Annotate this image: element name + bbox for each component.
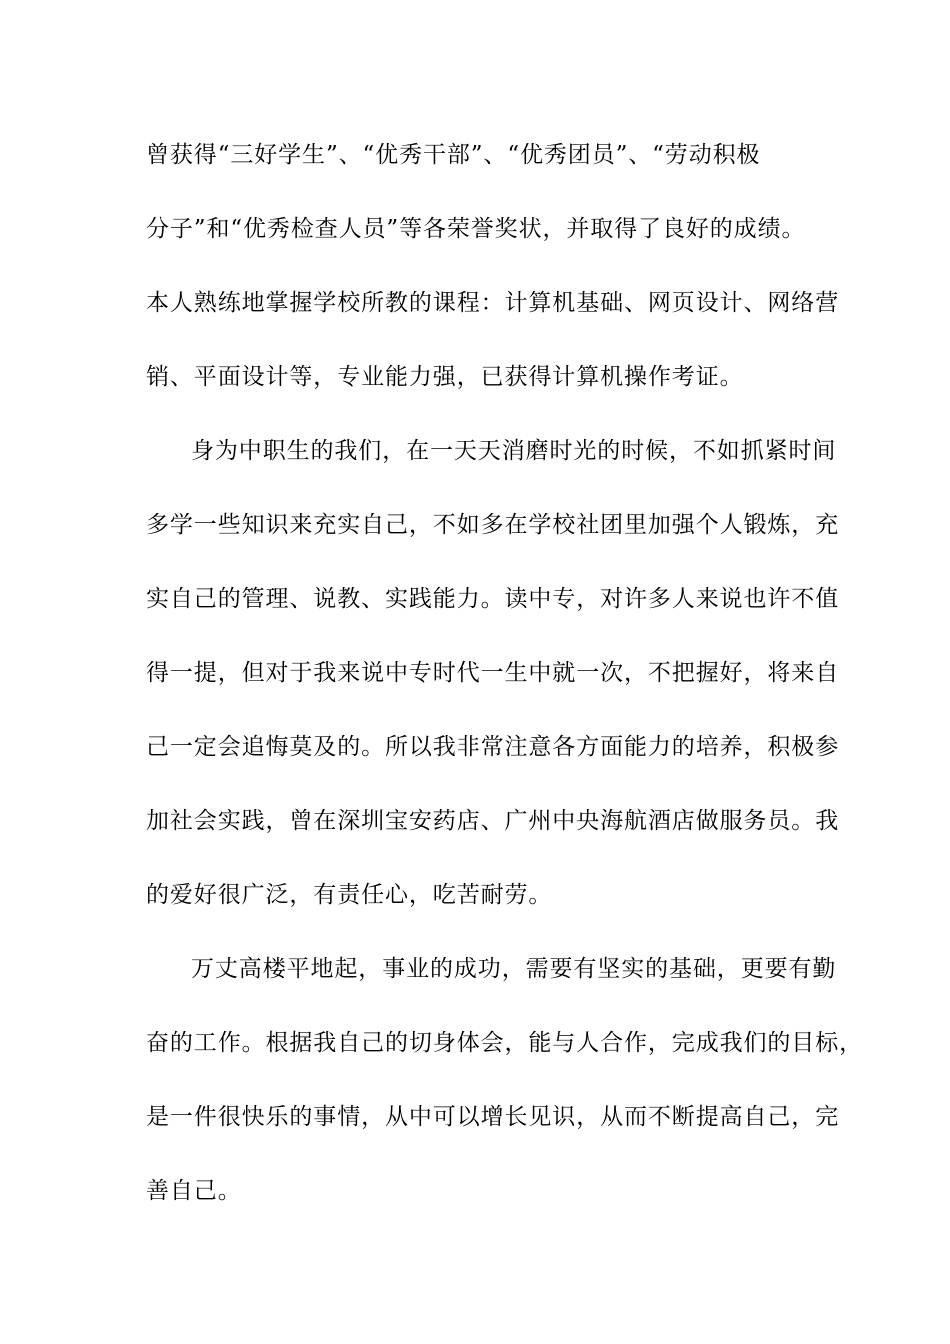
text-line: 的爱好很广泛，有责任心，吃苦耐劳。 xyxy=(146,882,553,908)
text-line: 得一提，但对于我来说中专时代一生中就一次，不把握好，将来自 xyxy=(146,660,840,686)
paragraph-first-line: 身为中职生的我们，在一天天消磨时光的时候，不如抓紧时间 xyxy=(191,438,837,464)
text-line: 奋的工作。根据我自己的切身体会，能与人合作，完成我们的目标， xyxy=(146,1030,863,1056)
text-line: 实自己的管理、说教、实践能力。读中专，对许多人来说也许不值 xyxy=(146,586,840,612)
text-line: 本人熟练地掌握学校所教的课程：计算机基础、网页设计、网络营 xyxy=(146,290,840,316)
text-line: 是一件很快乐的事情，从中可以增长见识，从而不断提高自己，完 xyxy=(146,1104,840,1130)
text-line: 善自己。 xyxy=(146,1178,242,1204)
text-line: 多学一些知识来充实自己，不如多在学校社团里加强个人锻炼，充 xyxy=(146,512,840,538)
text-line: 分子”和“优秀检查人员”等各荣誉奖状，并取得了良好的成绩。 xyxy=(146,216,806,242)
text-line: 己一定会追悔莫及的。所以我非常注意各方面能力的培养，积极参 xyxy=(146,734,840,760)
text-line: 曾获得“三好学生”、“优秀干部”、“优秀团员”、“劳动积极 xyxy=(146,142,761,168)
text-line: 销、平面设计等，专业能力强，已获得计算机操作考证。 xyxy=(146,364,744,390)
text-line: 加社会实践，曾在深圳宝安药店、广州中央海航酒店做服务员。我 xyxy=(146,808,840,834)
paragraph-first-line: 万丈高楼平地起，事业的成功，需要有坚实的基础，更要有勤 xyxy=(191,956,837,982)
